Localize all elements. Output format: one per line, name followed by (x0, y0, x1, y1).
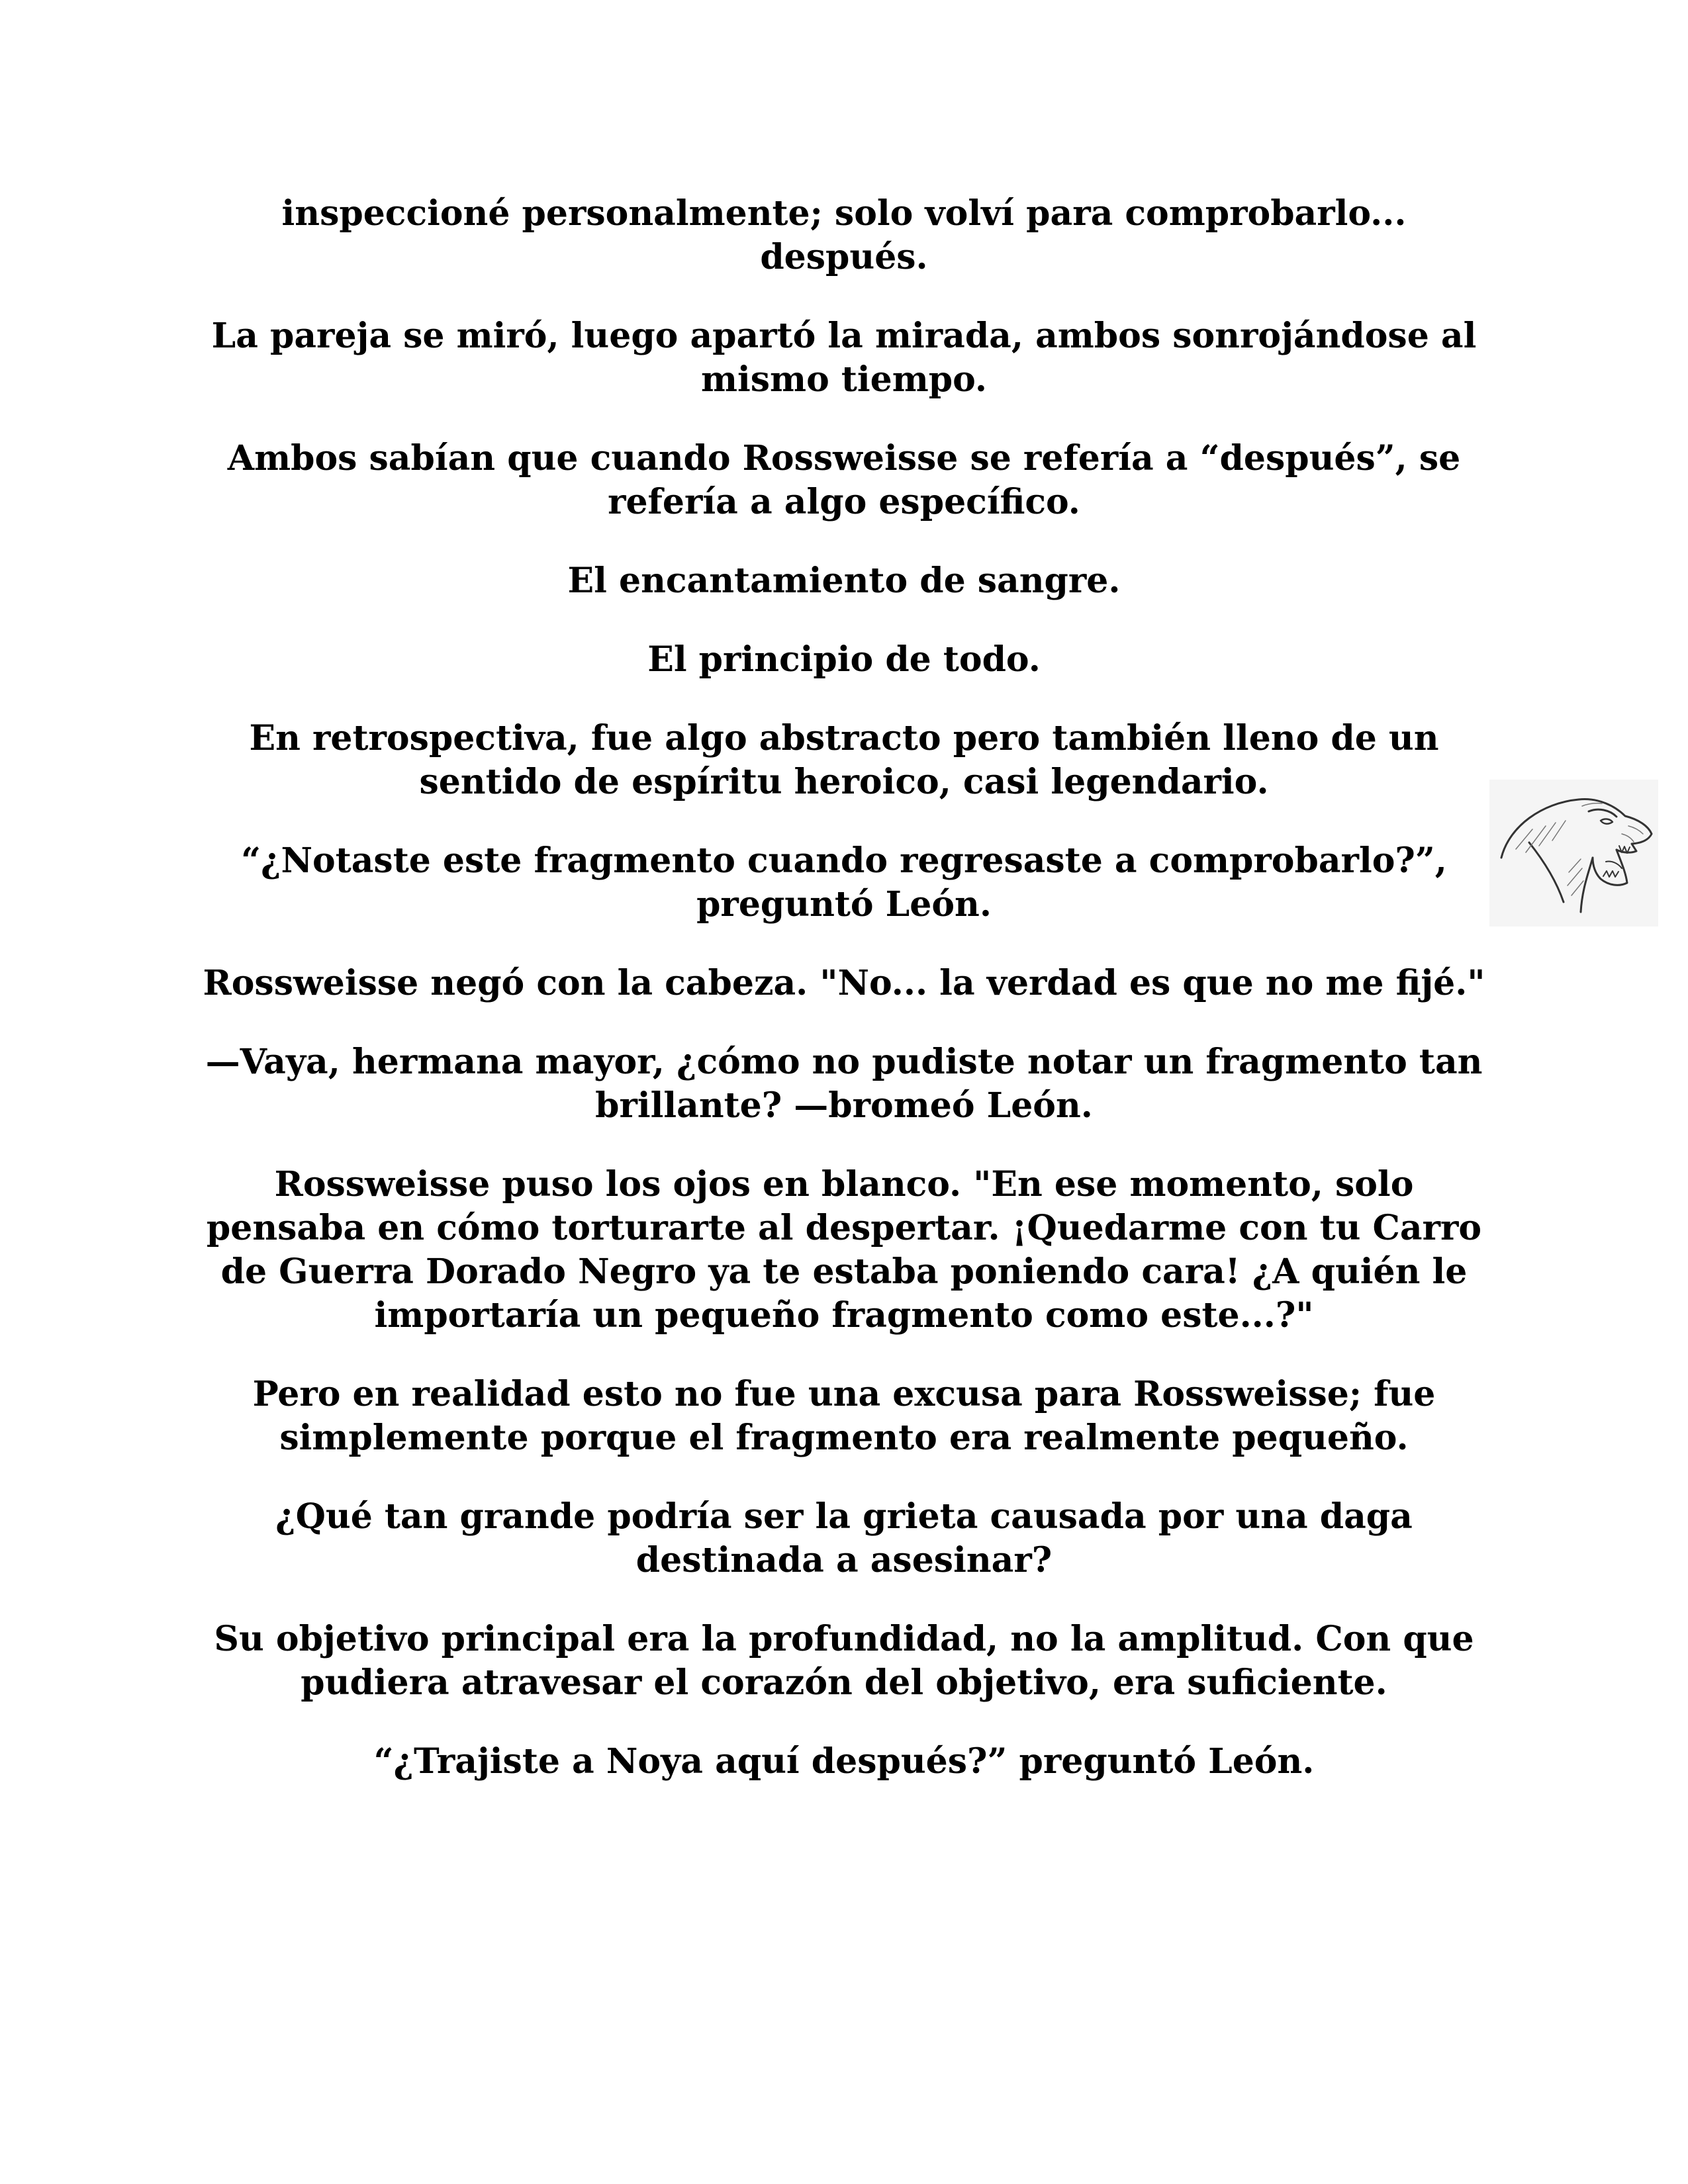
body-text (199, 192, 1489, 1819)
paragraph: El principio de todo. (647, 639, 1041, 680)
paragraph: “¿Trajiste a Noya aquí después?” preguntó León. (373, 1741, 1315, 1782)
paragraph: —Vaya, hermana mayor, ¿cómo no pudiste notar un fragmento tan brillante? —bromeó León. (205, 1042, 1483, 1126)
paragraph: El encantamiento de sangre. (567, 561, 1121, 601)
paragraph: “¿Notaste este fragmento cuando regresaste a comprobarlo?”, preguntó León. (241, 841, 1447, 925)
paragraph: Rossweisse puso los ojos en blanco. "En ese momento, solo pensaba en cómo torturarte al despertar. ¡Quedarme con tu Carro de Guerra Dorado Negro ya te estaba poniendo cara! ¿A quién le importaría un pequeño fragmento como este...?" (206, 1164, 1482, 1336)
paragraph: La pareja se miró, luego apartó la mirada, ambos sonrojándose al mismo tiempo. (211, 316, 1477, 400)
paragraph: En retrospectiva, fue algo abstracto pero también lleno de un sentido de espíritu heroico, casi legendario. (249, 718, 1439, 802)
paragraph: Ambos sabían que cuando Rossweisse se refería a “después”, se refería a algo específico. (227, 438, 1461, 522)
dinosaur-head-icon (1489, 780, 1658, 927)
paragraph: inspeccioné personalmente; solo volví para comprobarlo... después. (281, 193, 1407, 277)
paragraph: Rossweisse negó con la cabeza. "No... la verdad es que no me fijé." (203, 963, 1485, 1003)
paragraph: ¿Qué tan grande podría ser la grieta causada por una daga destinada a asesinar? (275, 1496, 1413, 1580)
paragraph: Pero en realidad esto no fue una excusa para Rossweisse; fue simplemente porque el fragmento era realmente pequeño. (252, 1374, 1436, 1458)
paragraph: Su objetivo principal era la profundidad, no la amplitud. Con que pudiera atravesar el corazón del objetivo, era suficiente. (214, 1619, 1474, 1703)
